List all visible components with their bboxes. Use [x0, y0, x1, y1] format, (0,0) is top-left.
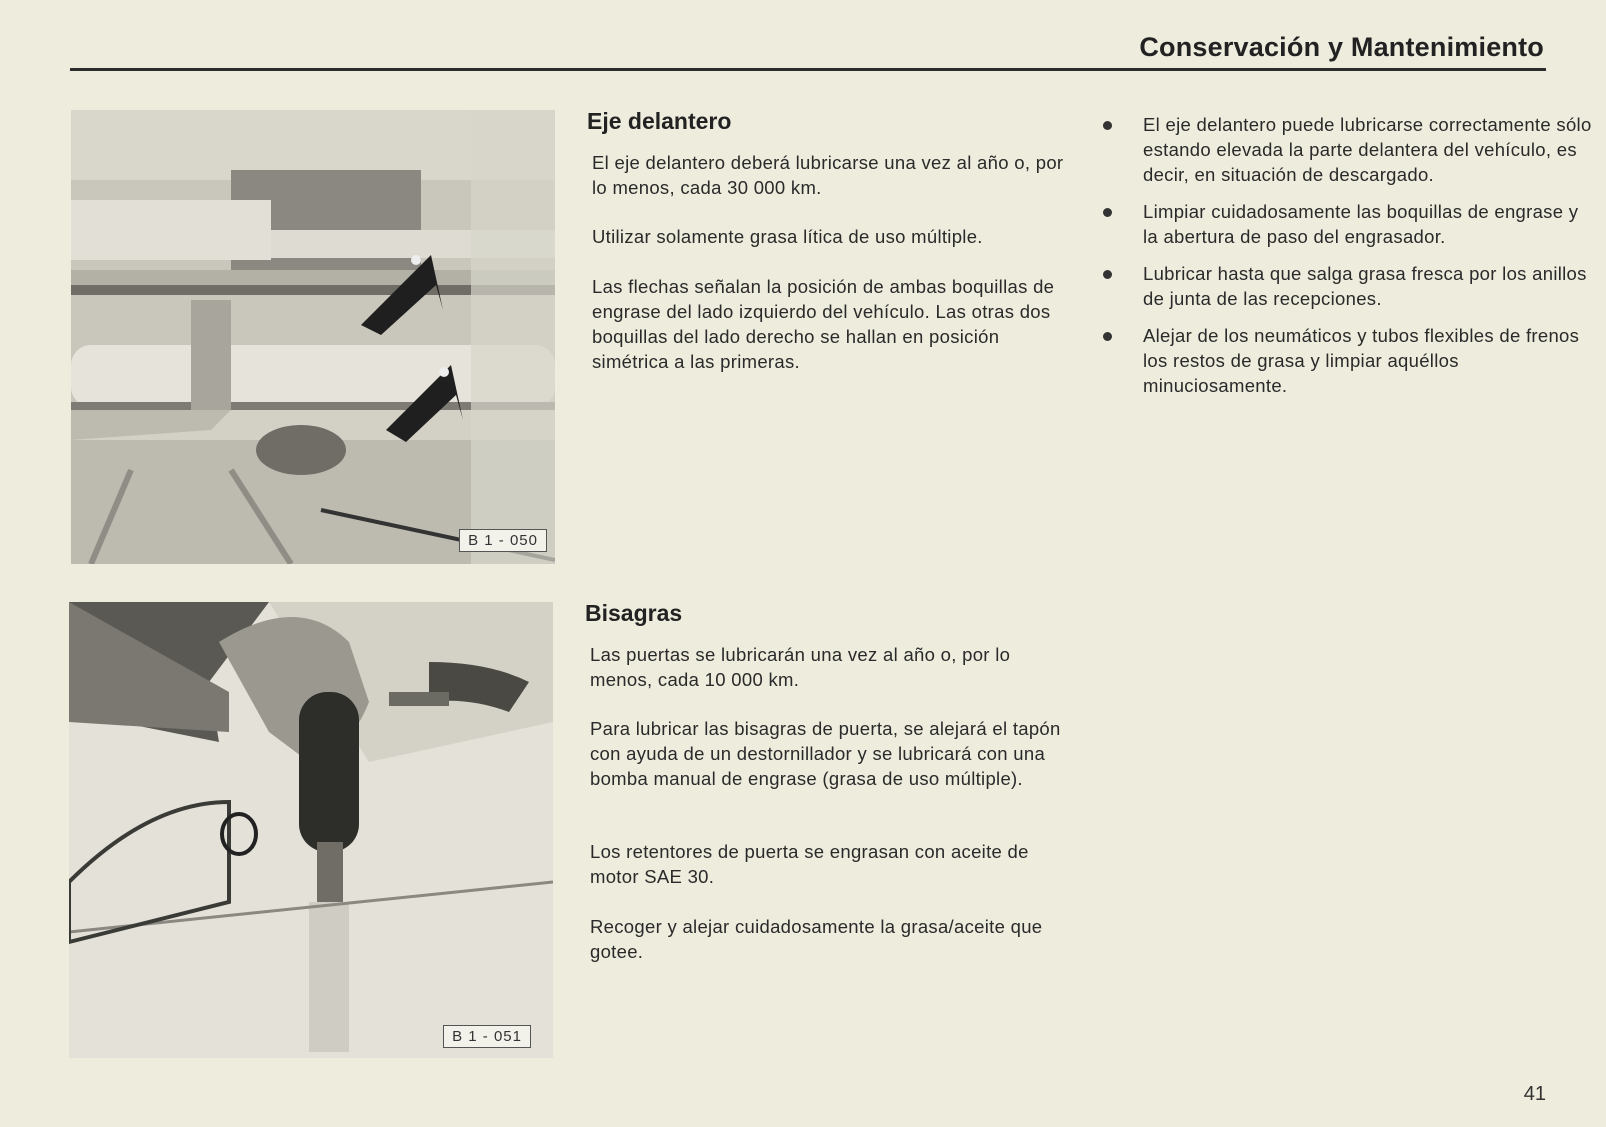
door-hinge-photo: [69, 602, 553, 1058]
notes-list: [1103, 112, 1593, 410]
figure-label: B 1 - 050: [459, 529, 547, 552]
note-text: Alejar de los neumáticos y tubos flexibles de frenos los restos de grasa y limpiar aquéllos minuciosamente.: [1143, 325, 1580, 396]
section-title-front-axle: Eje delantero: [587, 108, 732, 134]
paragraph: Recoger y alejar cuidadosamente la grasa/aceite que gotee.: [590, 916, 1043, 962]
note-text: El eje delantero puede lubricarse correctamente sólo estando elevada la parte delantera del vehículo, es decir, en situación de descargado.: [1143, 114, 1592, 185]
paragraph: Las flechas señalan la posición de ambas boquillas de engrase del lado izquierdo del vehículo. Las otras dos boquillas del lado derecho se hallan en posición simétrica a las primeras.: [592, 276, 1055, 372]
front-axle-photo: [71, 110, 555, 564]
list-item: [1103, 323, 1593, 398]
bullet-icon: [1103, 332, 1112, 341]
figure-label: B 1 - 051: [443, 1025, 531, 1048]
list-item: [1103, 112, 1593, 187]
paragraph: Para lubricar las bisagras de puerta, se alejará el tapón con ayuda de un destornillador y se lubricará con una bomba manual de engrase (grasa de uso múltiple).: [590, 718, 1061, 789]
note-text: Lubricar hasta que salga grasa fresca por los anillos de junta de las recepciones.: [1143, 263, 1587, 309]
bullet-icon: [1103, 121, 1112, 130]
bullet-icon: [1103, 208, 1112, 217]
door-hinge-illustration: [69, 602, 553, 1058]
paragraph: Las puertas se lubricarán una vez al año o, por lo menos, cada 10 000 km.: [590, 644, 1011, 690]
paragraph: Los retentores de puerta se engrasan con aceite de motor SAE 30.: [590, 841, 1029, 887]
page-number: 41: [1523, 1083, 1546, 1105]
page-title: Conservación y Mantenimiento: [1139, 32, 1544, 62]
note-text: Limpiar cuidadosamente las boquillas de engrase y la abertura de paso del engrasador.: [1143, 201, 1579, 247]
section-title-hinges: Bisagras: [585, 600, 683, 626]
front-axle-illustration: [71, 110, 555, 564]
paragraph: El eje delantero deberá lubricarse una vez al año o, por lo menos, cada 30 000 km.: [592, 152, 1064, 198]
list-item: [1103, 199, 1593, 249]
list-item: [1103, 261, 1593, 311]
paragraph: Utilizar solamente grasa lítica de uso múltiple.: [592, 226, 983, 247]
header-rule: [70, 68, 1546, 71]
bullet-icon: [1103, 270, 1112, 279]
